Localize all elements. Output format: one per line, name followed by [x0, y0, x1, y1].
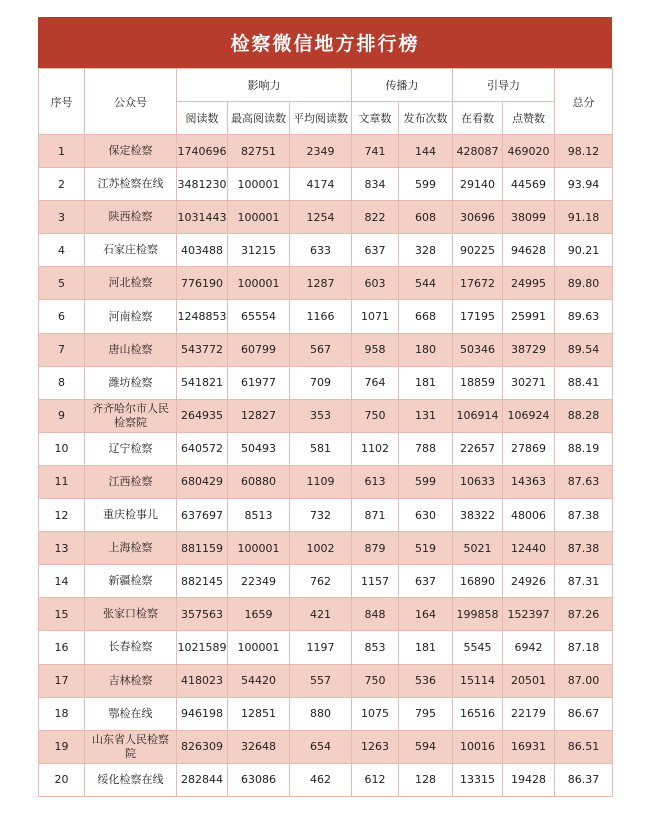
cell-watching: 5021: [453, 532, 503, 565]
cell-posts: 544: [399, 267, 453, 300]
cell-rank: 20: [39, 763, 85, 796]
cell-reads: 1021589: [177, 631, 228, 664]
cell-likes: 6942: [503, 631, 555, 664]
cell-max-reads: 12827: [228, 399, 290, 432]
cell-account: 江西检察: [85, 465, 177, 498]
table-row: [39, 598, 613, 631]
cell-reads: 418023: [177, 664, 228, 697]
cell-rank: 8: [39, 366, 85, 399]
cell-posts: 795: [399, 697, 453, 730]
page-title: 检察微信地方排行榜: [38, 17, 612, 68]
cell-max-reads: 60799: [228, 333, 290, 366]
cell-likes: 48006: [503, 499, 555, 532]
cell-reads: 946198: [177, 697, 228, 730]
header-total: 总分: [555, 69, 613, 135]
cell-watching: 50346: [453, 333, 503, 366]
header-watching: 在看数: [453, 102, 503, 135]
cell-reads: 1031443: [177, 201, 228, 234]
cell-rank: 7: [39, 333, 85, 366]
cell-likes: 25991: [503, 300, 555, 333]
cell-likes: 106924: [503, 399, 555, 432]
cell-articles: 612: [352, 763, 399, 796]
cell-account: 河南检察: [85, 300, 177, 333]
cell-articles: 613: [352, 465, 399, 498]
cell-articles: 1102: [352, 432, 399, 465]
cell-rank: 4: [39, 234, 85, 267]
cell-rank: 5: [39, 267, 85, 300]
cell-articles: 848: [352, 598, 399, 631]
cell-watching: 17195: [453, 300, 503, 333]
cell-rank: 18: [39, 697, 85, 730]
cell-posts: 668: [399, 300, 453, 333]
cell-articles: 1157: [352, 565, 399, 598]
cell-watching: 16516: [453, 697, 503, 730]
cell-account: 绥化检察在线: [85, 763, 177, 796]
cell-reads: 541821: [177, 366, 228, 399]
cell-avg-reads: 1002: [290, 532, 352, 565]
cell-watching: 199858: [453, 598, 503, 631]
cell-avg-reads: 1109: [290, 465, 352, 498]
cell-avg-reads: 567: [290, 333, 352, 366]
table-row: [39, 532, 613, 565]
cell-reads: 637697: [177, 499, 228, 532]
cell-reads: 680429: [177, 465, 228, 498]
table-row: [39, 565, 613, 598]
cell-reads: 357563: [177, 598, 228, 631]
cell-avg-reads: 1287: [290, 267, 352, 300]
cell-max-reads: 100001: [228, 631, 290, 664]
cell-score: 87.31: [555, 565, 613, 598]
cell-reads: 1248853: [177, 300, 228, 333]
cell-watching: 22657: [453, 432, 503, 465]
cell-posts: 788: [399, 432, 453, 465]
cell-score: 86.51: [555, 730, 613, 763]
cell-likes: 469020: [503, 135, 555, 168]
table-row: [39, 135, 613, 168]
cell-score: 86.37: [555, 763, 613, 796]
cell-avg-reads: 4174: [290, 168, 352, 201]
cell-max-reads: 100001: [228, 532, 290, 565]
cell-rank: 19: [39, 730, 85, 763]
cell-likes: 38729: [503, 333, 555, 366]
cell-rank: 9: [39, 399, 85, 432]
cell-max-reads: 100001: [228, 267, 290, 300]
cell-posts: 180: [399, 333, 453, 366]
cell-likes: 12440: [503, 532, 555, 565]
table-row: [39, 300, 613, 333]
cell-articles: 958: [352, 333, 399, 366]
cell-watching: 106914: [453, 399, 503, 432]
cell-likes: 94628: [503, 234, 555, 267]
cell-score: 87.26: [555, 598, 613, 631]
cell-rank: 6: [39, 300, 85, 333]
table-row: [39, 763, 613, 796]
cell-max-reads: 1659: [228, 598, 290, 631]
cell-reads: 282844: [177, 763, 228, 796]
cell-articles: 871: [352, 499, 399, 532]
header-guidance: 引导力: [453, 69, 555, 102]
table-row: [39, 465, 613, 498]
cell-likes: 14363: [503, 465, 555, 498]
cell-reads: 881159: [177, 532, 228, 565]
cell-likes: 24995: [503, 267, 555, 300]
cell-articles: 834: [352, 168, 399, 201]
cell-account: 上海检察: [85, 532, 177, 565]
cell-max-reads: 8513: [228, 499, 290, 532]
cell-avg-reads: 654: [290, 730, 352, 763]
cell-reads: 826309: [177, 730, 228, 763]
header-posts: 发布次数: [399, 102, 453, 135]
table-row: [39, 333, 613, 366]
cell-score: 87.38: [555, 499, 613, 532]
cell-max-reads: 31215: [228, 234, 290, 267]
header-articles: 文章数: [352, 102, 399, 135]
cell-likes: 27869: [503, 432, 555, 465]
cell-max-reads: 54420: [228, 664, 290, 697]
cell-avg-reads: 880: [290, 697, 352, 730]
cell-posts: 164: [399, 598, 453, 631]
cell-articles: 764: [352, 366, 399, 399]
cell-watching: 29140: [453, 168, 503, 201]
cell-rank: 10: [39, 432, 85, 465]
cell-rank: 14: [39, 565, 85, 598]
table-row: [39, 234, 613, 267]
table-row: [39, 168, 613, 201]
cell-avg-reads: 1197: [290, 631, 352, 664]
cell-reads: 776190: [177, 267, 228, 300]
cell-posts: 594: [399, 730, 453, 763]
cell-articles: 603: [352, 267, 399, 300]
cell-watching: 428087: [453, 135, 503, 168]
cell-likes: 16931: [503, 730, 555, 763]
table-row: [39, 432, 613, 465]
cell-max-reads: 60880: [228, 465, 290, 498]
table-row: [39, 366, 613, 399]
cell-articles: 853: [352, 631, 399, 664]
cell-rank: 17: [39, 664, 85, 697]
cell-rank: 3: [39, 201, 85, 234]
cell-score: 89.63: [555, 300, 613, 333]
cell-rank: 16: [39, 631, 85, 664]
cell-score: 88.28: [555, 399, 613, 432]
cell-max-reads: 32648: [228, 730, 290, 763]
header-avg-reads: 平均阅读数: [290, 102, 352, 135]
cell-account: 石家庄检察: [85, 234, 177, 267]
cell-score: 93.94: [555, 168, 613, 201]
cell-reads: 882145: [177, 565, 228, 598]
cell-posts: 608: [399, 201, 453, 234]
cell-watching: 30696: [453, 201, 503, 234]
cell-score: 88.41: [555, 366, 613, 399]
cell-score: 89.80: [555, 267, 613, 300]
header-influence: 影响力: [177, 69, 352, 102]
cell-articles: 637: [352, 234, 399, 267]
cell-score: 90.21: [555, 234, 613, 267]
cell-posts: 181: [399, 631, 453, 664]
cell-posts: 181: [399, 366, 453, 399]
cell-likes: 152397: [503, 598, 555, 631]
cell-watching: 17672: [453, 267, 503, 300]
cell-likes: 38099: [503, 201, 555, 234]
cell-watching: 38322: [453, 499, 503, 532]
cell-score: 87.38: [555, 532, 613, 565]
cell-max-reads: 100001: [228, 168, 290, 201]
header-max-reads: 最高阅读数: [228, 102, 290, 135]
cell-max-reads: 61977: [228, 366, 290, 399]
cell-max-reads: 100001: [228, 201, 290, 234]
cell-account: 鄂检在线: [85, 697, 177, 730]
cell-likes: 24926: [503, 565, 555, 598]
cell-likes: 20501: [503, 664, 555, 697]
cell-account: 唐山检察: [85, 333, 177, 366]
cell-avg-reads: 1166: [290, 300, 352, 333]
cell-max-reads: 82751: [228, 135, 290, 168]
cell-posts: 144: [399, 135, 453, 168]
cell-avg-reads: 709: [290, 366, 352, 399]
cell-posts: 128: [399, 763, 453, 796]
table-row: [39, 399, 613, 432]
cell-watching: 10633: [453, 465, 503, 498]
cell-articles: 741: [352, 135, 399, 168]
cell-articles: 822: [352, 201, 399, 234]
cell-score: 87.00: [555, 664, 613, 697]
table-row: [39, 664, 613, 697]
cell-reads: 640572: [177, 432, 228, 465]
cell-account: 齐齐哈尔市人民检察院: [85, 399, 177, 432]
table-body: [39, 135, 613, 797]
cell-likes: 30271: [503, 366, 555, 399]
cell-posts: 536: [399, 664, 453, 697]
cell-rank: 15: [39, 598, 85, 631]
table-row: [39, 730, 613, 763]
cell-reads: 264935: [177, 399, 228, 432]
cell-account: 辽宁检察: [85, 432, 177, 465]
table-row: [39, 201, 613, 234]
cell-score: 87.63: [555, 465, 613, 498]
cell-posts: 519: [399, 532, 453, 565]
cell-avg-reads: 421: [290, 598, 352, 631]
cell-avg-reads: 557: [290, 664, 352, 697]
table-row: [39, 631, 613, 664]
cell-articles: 750: [352, 399, 399, 432]
cell-reads: 543772: [177, 333, 228, 366]
cell-account: 新疆检察: [85, 565, 177, 598]
ranking-table: [38, 68, 613, 797]
cell-max-reads: 63086: [228, 763, 290, 796]
header-reads: 阅读数: [177, 102, 228, 135]
cell-articles: 1263: [352, 730, 399, 763]
cell-posts: 599: [399, 465, 453, 498]
cell-watching: 18859: [453, 366, 503, 399]
header-rank: 序号: [39, 69, 85, 135]
cell-account: 重庆检事儿: [85, 499, 177, 532]
cell-avg-reads: 732: [290, 499, 352, 532]
cell-account: 长春检察: [85, 631, 177, 664]
cell-likes: 44569: [503, 168, 555, 201]
cell-watching: 90225: [453, 234, 503, 267]
cell-articles: 750: [352, 664, 399, 697]
cell-rank: 2: [39, 168, 85, 201]
cell-account: 张家口检察: [85, 598, 177, 631]
cell-articles: 1071: [352, 300, 399, 333]
cell-posts: 328: [399, 234, 453, 267]
cell-articles: 1075: [352, 697, 399, 730]
cell-posts: 131: [399, 399, 453, 432]
cell-avg-reads: 1254: [290, 201, 352, 234]
table-row: [39, 499, 613, 532]
cell-reads: 403488: [177, 234, 228, 267]
cell-rank: 1: [39, 135, 85, 168]
cell-reads: 1740696: [177, 135, 228, 168]
cell-avg-reads: 762: [290, 565, 352, 598]
cell-avg-reads: 2349: [290, 135, 352, 168]
header-account: 公众号: [85, 69, 177, 135]
cell-avg-reads: 462: [290, 763, 352, 796]
table-row: [39, 697, 613, 730]
cell-likes: 19428: [503, 763, 555, 796]
cell-rank: 13: [39, 532, 85, 565]
cell-account: 江苏检察在线: [85, 168, 177, 201]
cell-watching: 13315: [453, 763, 503, 796]
cell-watching: 5545: [453, 631, 503, 664]
header-likes: 点赞数: [503, 102, 555, 135]
cell-rank: 11: [39, 465, 85, 498]
cell-score: 88.19: [555, 432, 613, 465]
cell-score: 89.54: [555, 333, 613, 366]
cell-watching: 15114: [453, 664, 503, 697]
ranking-panel: [38, 17, 612, 797]
cell-account: 河北检察: [85, 267, 177, 300]
cell-avg-reads: 633: [290, 234, 352, 267]
cell-score: 86.67: [555, 697, 613, 730]
cell-rank: 12: [39, 499, 85, 532]
cell-likes: 22179: [503, 697, 555, 730]
cell-avg-reads: 581: [290, 432, 352, 465]
cell-account: 山东省人民检察院: [85, 730, 177, 763]
cell-reads: 3481230: [177, 168, 228, 201]
header-spread: 传播力: [352, 69, 453, 102]
cell-posts: 599: [399, 168, 453, 201]
cell-account: 陕西检察: [85, 201, 177, 234]
cell-account: 潍坊检察: [85, 366, 177, 399]
cell-max-reads: 65554: [228, 300, 290, 333]
cell-max-reads: 12851: [228, 697, 290, 730]
cell-max-reads: 50493: [228, 432, 290, 465]
cell-articles: 879: [352, 532, 399, 565]
cell-account: 保定检察: [85, 135, 177, 168]
cell-watching: 16890: [453, 565, 503, 598]
cell-max-reads: 22349: [228, 565, 290, 598]
cell-account: 吉林检察: [85, 664, 177, 697]
table-row: [39, 267, 613, 300]
cell-posts: 637: [399, 565, 453, 598]
cell-score: 87.18: [555, 631, 613, 664]
cell-watching: 10016: [453, 730, 503, 763]
cell-score: 98.12: [555, 135, 613, 168]
cell-avg-reads: 353: [290, 399, 352, 432]
cell-posts: 630: [399, 499, 453, 532]
cell-score: 91.18: [555, 201, 613, 234]
